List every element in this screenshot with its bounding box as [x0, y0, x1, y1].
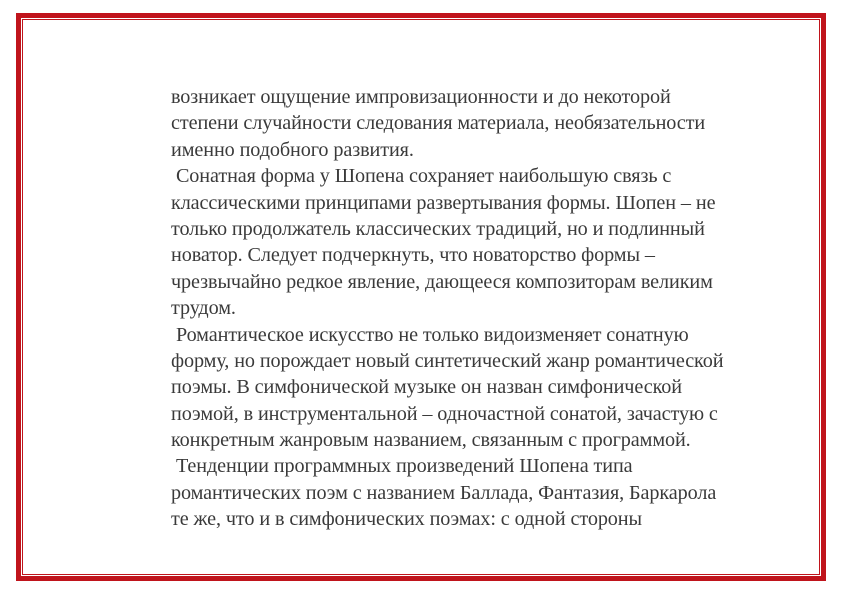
text-line: романтических поэм с названием Баллада, Фантазия, Баркарола	[171, 481, 717, 504]
text-line: те же, что и в симфонических поэмах: с одной стороны	[171, 508, 642, 531]
text-line: Романтическое искусство не только видоизменяет сонатную	[171, 323, 689, 346]
text-line: Тенденции программных произведений Шопена типа	[171, 455, 633, 478]
text-line: поэмой, в инструментальной – одночастной сонатой, зачастую с	[171, 402, 718, 425]
text-line: только продолжатель классических традиций, но и подлинный	[171, 217, 705, 240]
text-line: именно подобного развития.	[171, 138, 414, 161]
text-line: новатор. Следует подчеркнуть, что новаторство формы –	[171, 244, 655, 267]
slide-body-text	[171, 84, 791, 533]
text-line: степени случайности следования материала, необязательности	[171, 112, 706, 135]
text-line: трудом.	[171, 297, 236, 320]
text-line: поэмы. В симфонической музыке он назван симфонической	[171, 376, 682, 399]
text-line: классическими принципами развертывания формы. Шопен – не	[171, 191, 716, 214]
text-line: конкретным жанровым названием, связанным с программой.	[171, 429, 691, 452]
text-line: форму, но порождает новый синтетический жанр романтической	[171, 349, 724, 372]
text-line: возникает ощущение импровизационности и до некоторой	[171, 86, 671, 108]
text-line: чрезвычайно редкое явление, дающееся композиторам великим	[171, 270, 713, 293]
text-line: Сонатная форма у Шопена сохраняет наибольшую связь с	[171, 165, 672, 188]
